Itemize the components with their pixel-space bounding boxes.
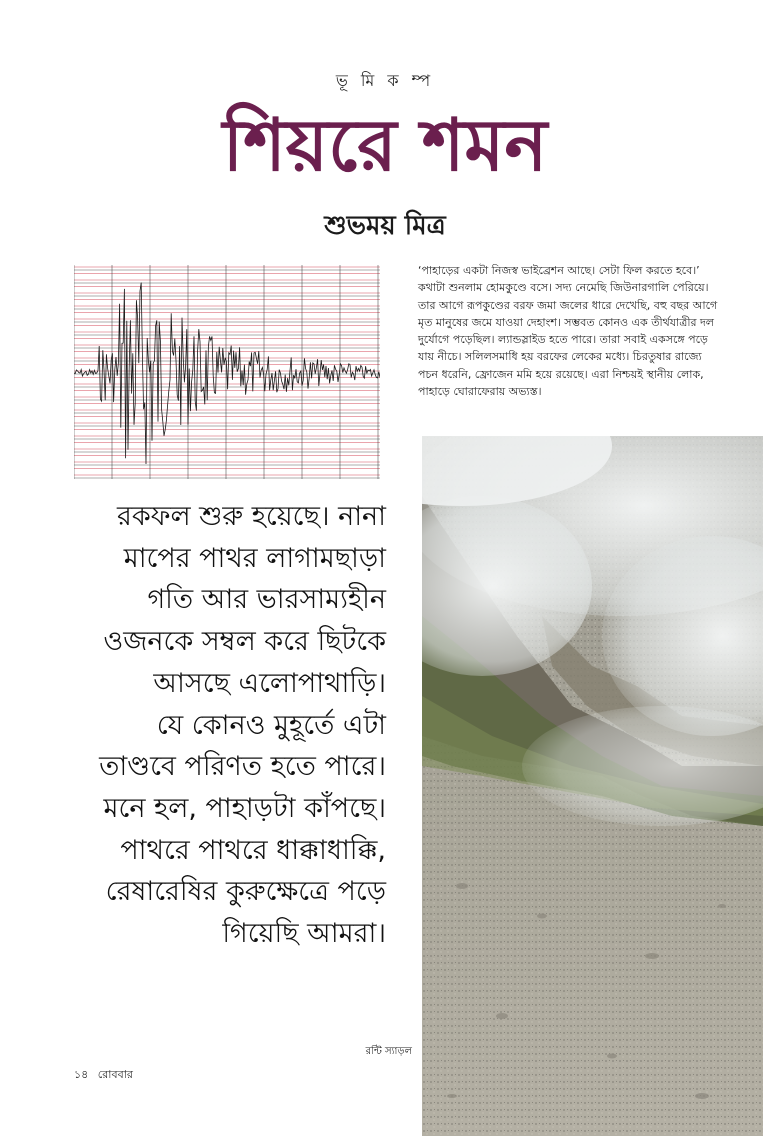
intro-text: ‘পাহাড়ের একটা নিজস্ব ভাইব্রেশন আছে। সেটা ফিল করতে হবে।’ কথাটা শুনলাম হোমকুণ্ডে বসে। সদ্য নেমেছি জিউনারগালি পেরিয়ে। তার আগে রূপকুণ্ডের বরফ জমা জলের ধারে দেখেছি, বহু বছর আগে মৃত মানুষের জমে যাওয়া দেহাংশ। সম্ভবত কোনও এক তীর্থযাত্রীর দল দুর্যোগে পড়েছিল। ল্যান্ডস্লাইড হতে পারে। তারা সবাই একসঙ্গে পড়ে যায় নীচে। সলিলসমাধি হয় বরফের লেকের মধ্যে। চিরতুষার রাজ্যে পচন ধরেনি, ফ্রোজেন মমি হয়ে রয়েছে। এরা নিশ্চয়ই স্থানীয় লোক, পাহাড়ে ঘোরাফেরায় অভ্যস্ত। (418, 264, 718, 399)
intro-paragraph (418, 262, 718, 400)
seismograph-trace (74, 283, 380, 465)
pull-quote-line: তাণ্ডবে পরিণত হতে পারে। (99, 751, 386, 783)
pull-quote-line: গিয়েছি আমরা। (222, 918, 386, 950)
section-kicker: ভূ মি ক ম্প (335, 71, 435, 90)
page-footer (74, 1066, 133, 1085)
pull-quote-line: মাপের পাথর লাগামছাড়া (123, 542, 386, 574)
seismograph-image (74, 265, 380, 479)
article-title: শিয়রে শমন (222, 103, 548, 187)
magazine-name: রোববার (97, 1068, 133, 1081)
pull-quote-line: ওজনকে সম্বল করে ছিটকে (103, 626, 386, 658)
pull-quote-line: রেষারেষির কুরুক্ষেত্রে পড়ে (105, 876, 386, 908)
pull-quote-line: পাথরে পাথরে ধাক্কাধাক্কি, (120, 834, 386, 866)
author-byline: শুভময় মিত্র (324, 211, 446, 241)
photo-credit: রন্টি স্যাড়ল (365, 1046, 412, 1057)
pull-quote-line: যে কোনও মুহূর্তে এটা (156, 709, 386, 741)
pull-quote-line: আসছে এলোপাথাড়ি। (153, 667, 386, 699)
pull-quote-line: রকফল শুরু হয়েছে। নানা (117, 501, 386, 532)
landslide-photo (422, 436, 763, 1136)
pull-quote (60, 496, 386, 955)
page-number: ১৪ (74, 1068, 89, 1081)
pull-quote-line: মনে হল, পাহাড়টা কাঁপছে। (103, 792, 386, 824)
pull-quote-line: গতি আর ভারসাম্যহীন (147, 584, 386, 616)
